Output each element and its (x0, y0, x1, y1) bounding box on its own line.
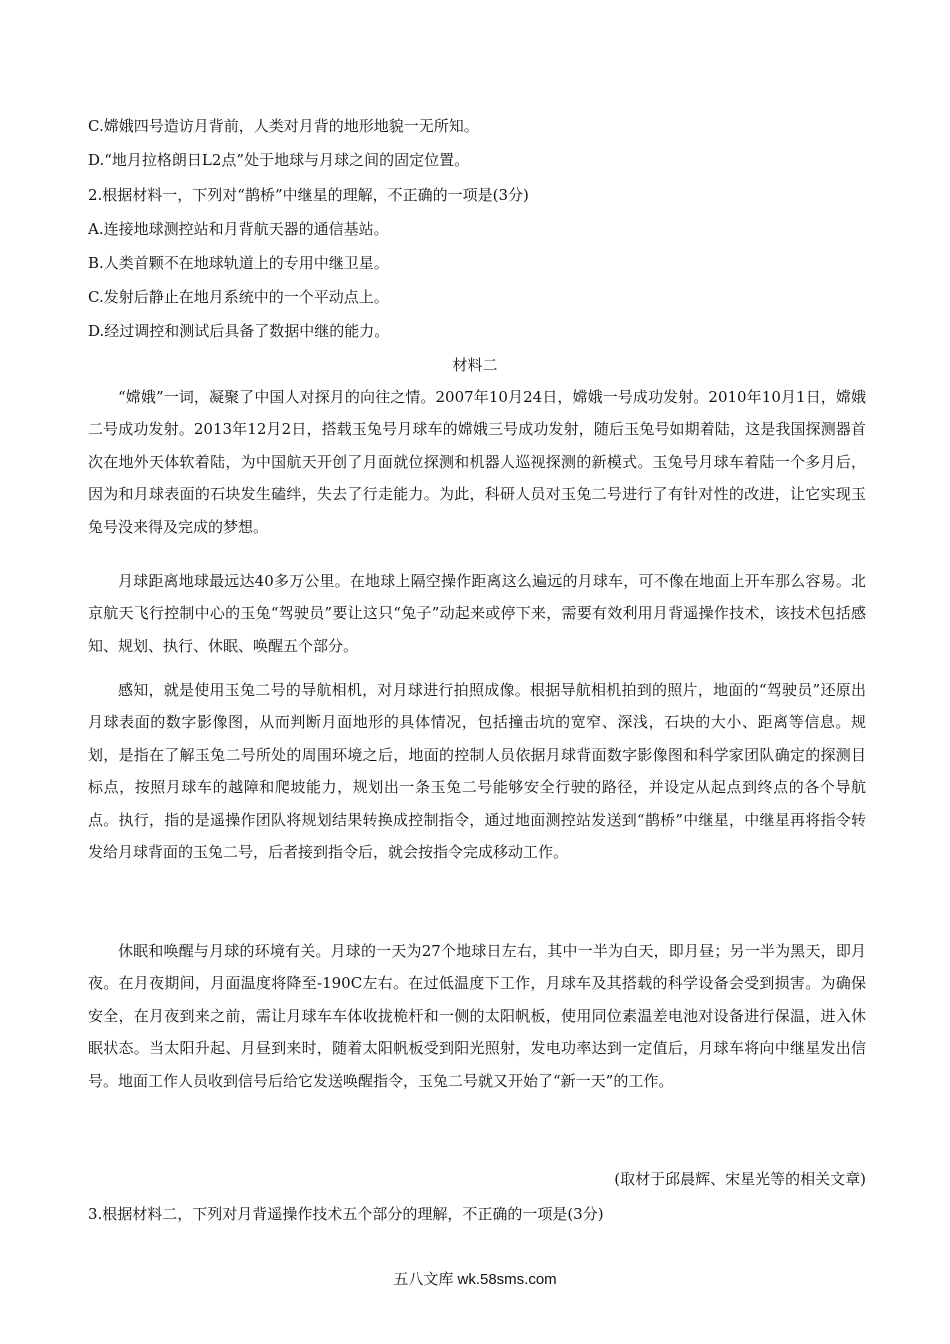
question-3-stem: 3.根据材料二，下列对月背遥操作技术五个部分的理解，不正确的一项是(3分) (88, 1205, 604, 1223)
question-2-stem: 2.根据材料一，下列对“鹊桥”中继星的理解，不正确的一项是(3分) (88, 186, 529, 204)
question-2-option-a: A.连接地球测控站和月背航天器的通信基站。 (88, 220, 389, 238)
question-2-option-c: C.发射后静止在地月系统中的一个平动点上。 (88, 288, 389, 306)
option-d-prev: D.“地月拉格朗日L2点”处于地球与月球之间的固定位置。 (88, 151, 470, 169)
material-2-paragraph-2: 月球距离地球最远达40多万公里。在地球上隔空操作距离这么遍远的月球车，可不像在地面上开车那么容易。北京航天飞行控制中心的玉兔“驾驶员”要让这只“兔子”动起来或停下来，需要有效利用月背遥操作技术，该技术包括感知、规划、执行、休眠、唤醒五个部分。 (88, 572, 866, 655)
material-2-heading: 材料二 (452, 356, 498, 374)
material-2-paragraph-3: 感知，就是使用玉兔二号的导航相机，对月球进行拍照成像。根据导航相机拍到的照片，地面的“驾驶员”还原出月球表面的数字影像图，从而判断月面地形的具体情况，包括撞击坑的宽窄、深浅，石块的大小、距离等信息。规划，是指在了解玉兔二号所处的周围环境之后，地面的控制人员依据月球背面数字影像图和科学家团队确定的探测目标点，按照月球车的越障和爬坡能力，规划出一条玉兔二号能够安全行驶的路径，并设定从起点到终点的各个导航点。执行，指的是遥操作团队将规划结果转换成控制指令，通过地面测控站发送到“鹊桥”中继星，中继星再将指令转发给月球背面的玉兔二号，后者接到指令后，就会按指令完成移动工作。 (88, 681, 866, 862)
page-footer: 五八文库 wk.58sms.com (393, 1271, 557, 1288)
material-2-source: (取材于邱晨辉、宋星光等的相关文章) (614, 1170, 866, 1188)
option-c-prev: C.嫦娥四号造访月背前，人类对月背的地形地貌一无所知。 (88, 117, 479, 135)
question-2-option-b: B.人类首颗不在地球轨道上的专用中继卫星。 (88, 254, 389, 272)
question-2-option-d: D.经过调控和测试后具备了数据中继的能力。 (88, 322, 390, 340)
material-2-paragraph-4: 休眠和唤醒与月球的环境有关。月球的一天为27个地球日左右，其中一半为白天，即月昼；另一半为黑天，即月夜。在月夜期间，月面温度将降至-190C左右。在过低温度下工作，月球车及其搭载的科学设备会受到损害。为确保安全，在月夜到来之前，需让月球车车体收拢桅杆和一侧的太阳帆板，使用同位素温差电池对设备进行保温，进入休眠状态。当太阳升起、月昼到来时，随着太阳帆板受到阳光照射，发电功率达到一定值后，月球车将向中继星发出信号。地面工作人员收到信号后给它发送唤醒指令，玉兔二号就又开始了“新一天”的工作。 (88, 942, 866, 1090)
material-2-paragraph-1: “嫦娥”一词，凝聚了中国人对探月的向往之情。2007年10月24日，嫦娥一号成功发射。2010年10月1日，嫦娥二号成功发射。2013年12月2日，搭载玉兔号月球车的嫦娥三号成功发射，随后玉兔号如期着陆，这是我国探测器首次在地外天体软着陆，为中国航天开创了月面就位探测和机器人巡视探测的新模式。玉兔号月球车着陆一个多月后，因为和月球表面的石块发生磕绊，失去了行走能力。为此，科研人员对玉兔二号进行了有针对性的改进，让它实现玉兔号没来得及完成的梦想。 (88, 388, 866, 536)
